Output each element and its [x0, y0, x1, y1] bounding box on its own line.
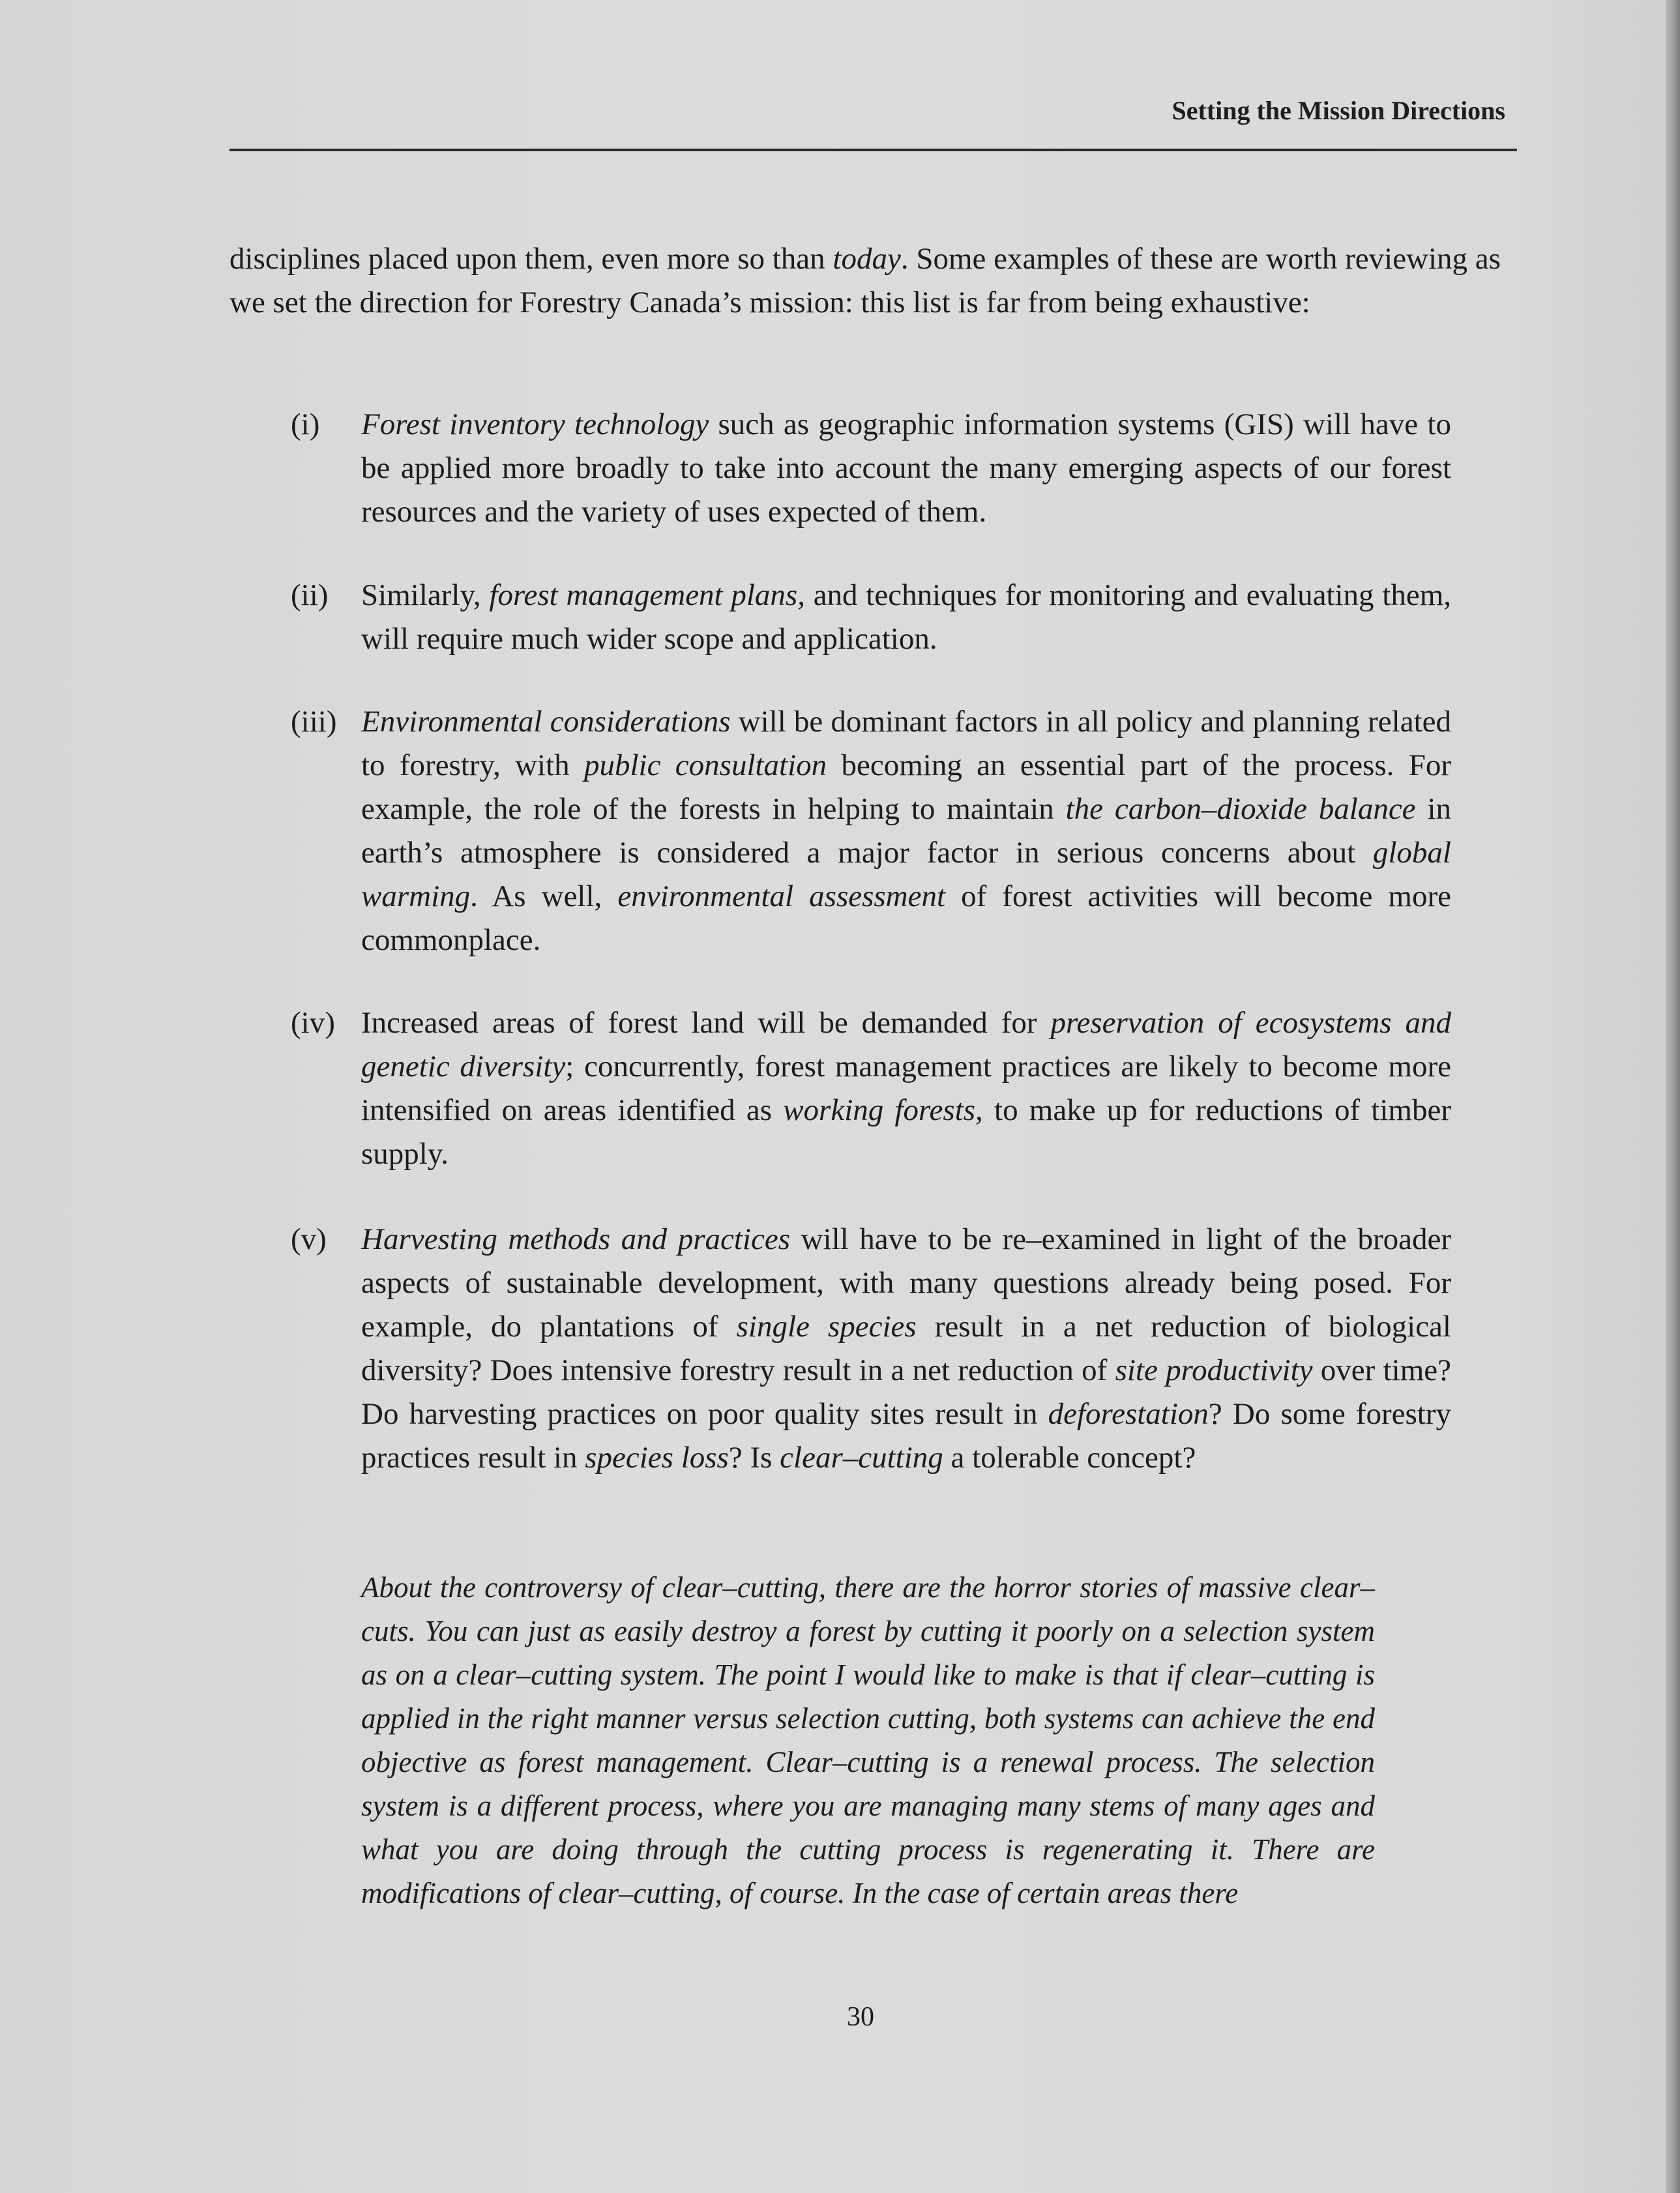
- list-item-iii: [291, 700, 1451, 962]
- list-item-i: [291, 403, 1451, 534]
- running-header: Setting the Mission Directions: [1172, 96, 1505, 125]
- list-item-text: Harvesting methods and practices will have to be re–examined in light of the broader aspects of sustainable development, with many questions already being posed. For example, do plantations of single species result in a net reduction of biological diversity? Does intensive forestry result in a net reduction of site productivity over time? Do harvesting practices on poor quality sites result in deforestation? Do some forestry practices result in species loss? Is clear–cutting a tolerable concept?: [361, 1222, 1452, 1475]
- list-number: (ii): [291, 578, 329, 612]
- list-number: (v): [291, 1222, 327, 1256]
- list-number: (i): [291, 407, 320, 441]
- list-item-text: Environmental considerations will be dominant factors in all policy and planning related to forestry, with public consultation becoming an essential part of the process. For example, the role of the forests in helping to maintain the carbon–dioxide balance in earth’s atmosphere is considered a major factor in serious concerns about global warming. As well, environmental assessment of forest activities will become more commonplace.: [361, 705, 1452, 957]
- list-number: (iv): [291, 1006, 335, 1040]
- page-number: 30: [847, 2002, 874, 2032]
- list-item-ii: [291, 574, 1451, 661]
- block-quote: About the controversy of clear–cutting, there are the horror stories of massive clear–cuts. You can just as easily destroy a forest by cutting it poorly on a selection system as on a clear–cutting system. The point I would like to make is that if clear–cutting is applied in the right manner versus selection cutting, both systems can achieve the end objective as forest management. Clear–cutting is a renewal process. The selection system is a different process, where you are managing many stems of many ages and what you are doing through the cutting process is regenerating it. There are modifications of clear–cutting, of course. In the case of certain areas there: [361, 1571, 1375, 1909]
- list-item-v: [291, 1218, 1451, 1480]
- list-number: (iii): [291, 705, 337, 739]
- intro-paragraph: disciplines placed upon them, even more so than today. Some examples of these are worth reviewing as we set the direction for Forestry Canada’s mission: this list is far from being exhaustive:: [229, 242, 1501, 319]
- header-rule: [229, 149, 1517, 151]
- list-item-text: Forest inventory technology such as geographic information systems (GIS) will have to be applied more broadly to take into account the many emerging aspects of our forest resources and the variety of uses expected of them.: [361, 407, 1451, 529]
- list-item-iv: [291, 1001, 1451, 1176]
- book-spine-shadow: [1666, 0, 1680, 2193]
- list-item-text: Similarly, forest management plans, and techniques for monitoring and evaluating them, will require much wider scope and application.: [361, 578, 1452, 656]
- list-item-text: Increased areas of forest land will be demanded for preservation of ecosystems and genetic diversity; concurrently, forest management practices are likely to become more intensified on areas identified as working forests, to make up for reductions of timber supply.: [361, 1006, 1451, 1171]
